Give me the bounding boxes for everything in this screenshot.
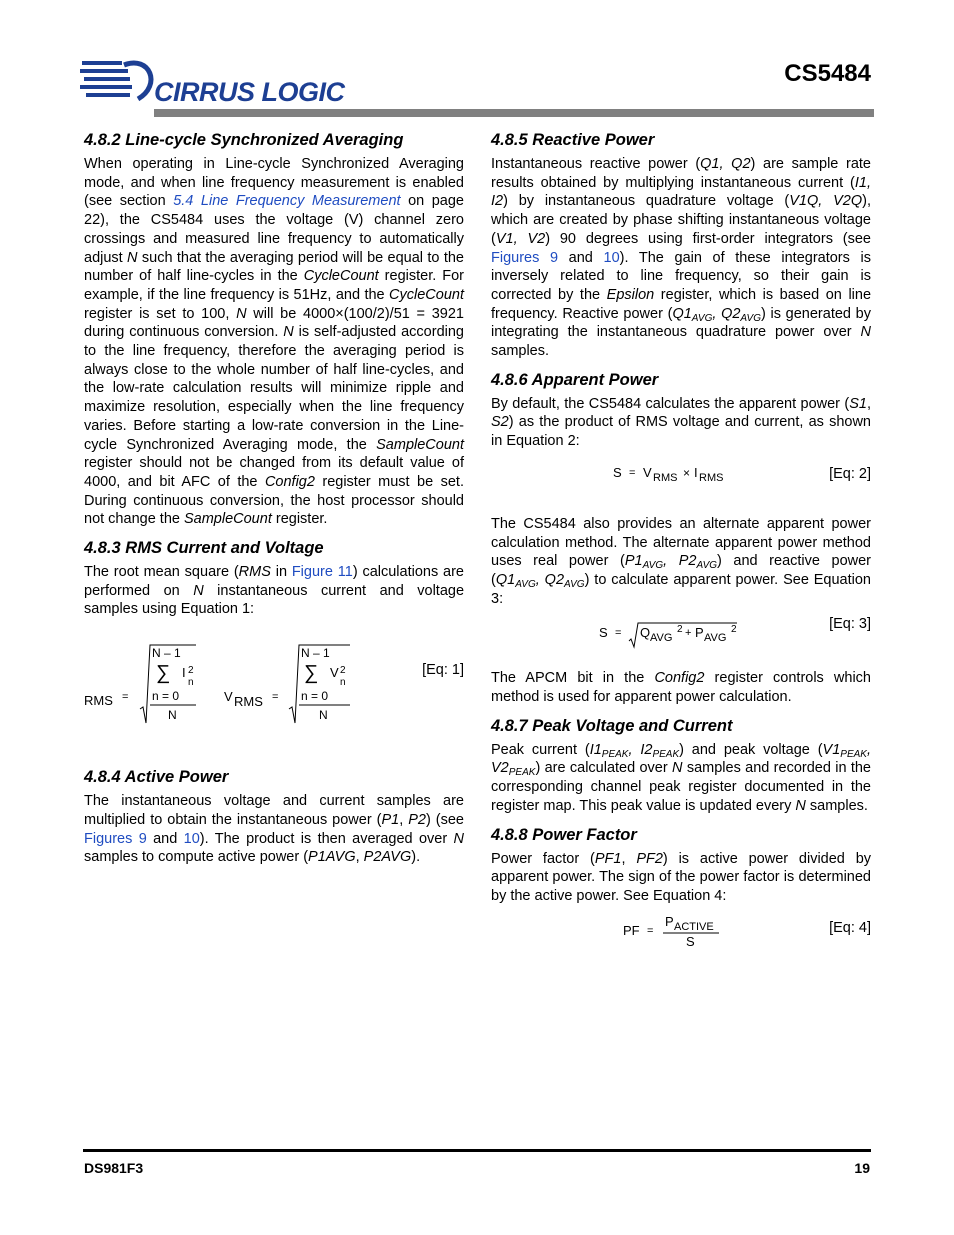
section-title-4-8-2: 4.8.2 Line-cycle Synchronized Averaging <box>84 131 404 149</box>
section-title-4-8-3: 4.8.3 RMS Current and Voltage <box>84 539 324 558</box>
paragraph-apparent-power: By default, the CS5484 calculates the apparent power (S1, S2) as the product of RMS voltage and current, as shown in Equation 2: <box>491 395 871 450</box>
svg-text:n = 0: n = 0 <box>152 689 180 704</box>
footer-rule <box>83 1149 871 1152</box>
svg-text:RMS: RMS <box>84 693 113 709</box>
svg-text:=: = <box>615 627 622 640</box>
eq-4-label: [Eq: 4] <box>829 919 871 936</box>
svg-text:2: 2 <box>731 624 737 636</box>
svg-text:n = 0: n = 0 <box>301 689 329 704</box>
paragraph-apcm: The APCM bit in the Config2 register controls which method is used for apparent power calculation. <box>491 670 871 706</box>
svg-text:I: I <box>694 464 698 480</box>
svg-text:2: 2 <box>188 665 194 677</box>
svg-text:PF: PF <box>623 922 640 938</box>
figure-11-link[interactable]: 11 <box>337 564 353 581</box>
svg-text:RMS: RMS <box>699 471 724 484</box>
header-rule <box>154 109 874 117</box>
svg-text:∑: ∑ <box>304 662 319 685</box>
alt-apparent-power-formula <box>597 617 797 651</box>
svg-text:I: I <box>182 665 186 681</box>
svg-text:S: S <box>686 933 695 949</box>
power-factor-formula <box>621 915 821 951</box>
svg-text:V: V <box>330 665 339 681</box>
section-title-4-8-5: 4.8.5 Reactive Power <box>491 131 655 149</box>
figures-9-link[interactable]: Figures 9 <box>84 830 147 847</box>
equation-4 <box>491 915 871 955</box>
paragraph-active-power: The instantaneous voltage and current samples are multiplied to obtain the instantaneous power (P1, P2) (see Figures 9 and 10). The product is then averaged over N samples to compute active power (P1AVG, P2AVG). <box>84 793 464 866</box>
section-title-4-8-6: 4.8.6 Apparent Power <box>491 370 659 389</box>
svg-text:V: V <box>643 464 652 480</box>
svg-text:AVG: AVG <box>650 632 673 645</box>
svg-text:n: n <box>188 677 194 689</box>
svg-text:S: S <box>613 464 622 480</box>
paragraph-peak: Peak current ($I1_{PEAK}$, $I2_{PEAK}$) and peak voltage ($V1_{PEAK}$, $V2_{PEAK}$) are calculated over N samples and recorded in the corresponding channel peak register documented in the register map. This peak value is updated every N samples. <box>491 741 871 814</box>
svg-text:2: 2 <box>677 624 683 636</box>
svg-text:AVG: AVG <box>704 632 727 645</box>
eq-3-label: [Eq: 3] <box>829 616 871 633</box>
svg-text:N – 1: N – 1 <box>152 646 181 661</box>
svg-text:∑: ∑ <box>156 662 171 685</box>
svg-text:n: n <box>340 677 346 689</box>
equation-1 <box>84 637 464 747</box>
logo-text: CIRRUS LOGIC <box>154 77 345 107</box>
svg-text:=: = <box>122 691 129 704</box>
document-id: DS981F3 <box>84 1160 144 1176</box>
part-number: CS5484 <box>784 60 871 87</box>
section-title-4-8-4: 4.8.4 Active Power <box>84 768 229 787</box>
svg-text:N: N <box>168 708 177 723</box>
svg-text:=: = <box>272 691 279 704</box>
section-title-4-8-7: 4.8.7 Peak Voltage and Current <box>491 716 733 735</box>
svg-text:×: × <box>683 465 691 480</box>
svg-text:Q: Q <box>640 625 651 641</box>
paragraph-line-cycle: When operating in Line-cycle Synchronized Averaging mode, and when line frequency measurement is enabled (see section 5.4 Line Frequency Measurement on page 22), the CS5484 uses the voltage (V) channel zero crossings and measured line frequency to automatically adjust N such that the averaging period will be equal to the number of half line-cycles in the CycleCount register. For example, if the line frequency is 51Hz, and the CycleCount register is set to 100, N will be 4000×(100/2)/51 = 3921 during continuous conversion. N is self-adjusted according to the line frequency, therefore the averaging period is always close to the whole number of half line-cycles, and the low-rate calculation results will minimize ripple and maximize resolution, especially when the line frequency varies. Before starting a low-rate conversion in the Line-cycle Synchronized Averaging mode, the SampleCount register should not be changed from its default value of 4000, and bit AFC of the Config2 register must be set. During continuous conversion, the host processor should not change the SampleCount register. <box>84 156 465 528</box>
svg-text:P: P <box>695 625 704 641</box>
equation-2 <box>491 461 871 497</box>
svg-text:+: + <box>685 627 692 640</box>
left-column <box>84 130 464 876</box>
eq-1-label: [Eq: 1] <box>422 662 464 679</box>
svg-text:=: = <box>647 924 654 937</box>
equation-3 <box>491 617 871 657</box>
svg-text:=: = <box>629 466 636 479</box>
paragraph-reactive-power: Instantaneous reactive power (Q1, Q2) are sample rate results obtained by multiplying instantaneous current (I1, I2) by instantaneous quadrature voltage (V1Q, V2Q), which are created by phase shifting instantaneous voltage (V1, V2) 90 degrees using first-order integrators (see Figures 9 and 10). The gain of these integrators is inversely related to line frequency, so their gain is corrected by the Epsilon register, which is based on line frequency. Reactive power ($Q1_{AVG}$, $Q2_{AVG}$) is generated by integrating the instantaneous quadrature power over N samples. <box>491 156 872 360</box>
paragraph-rms: The root mean square (RMS in Figure 11) calculations are performed on N instantaneous current and voltage samples using Equation 1: <box>84 564 465 618</box>
svg-text:V: V <box>224 689 233 705</box>
svg-text:2: 2 <box>340 665 346 677</box>
figure-10-link[interactable]: 10 <box>183 830 200 847</box>
svg-text:ACTIVE: ACTIVE <box>674 920 714 933</box>
svg-text:S: S <box>599 625 608 641</box>
cirrus-logic-logo <box>80 55 345 110</box>
section-link[interactable]: 5.4 Line Frequency Measurement <box>173 193 401 210</box>
right-column <box>491 130 871 955</box>
svg-text:RMS: RMS <box>234 694 263 710</box>
page-number: 19 <box>854 1160 870 1176</box>
paragraph-power-factor: Power factor (PF1, PF2) is active power divided by apparent power. The sign of the power factor is determined by the active power. See Equation 4: <box>491 850 872 904</box>
cirrus-logo-icon <box>80 55 160 110</box>
apparent-power-formula <box>611 461 811 491</box>
svg-text:RMS: RMS <box>653 471 678 484</box>
svg-text:N – 1: N – 1 <box>301 646 330 661</box>
svg-text:N: N <box>319 708 328 723</box>
svg-text:P: P <box>665 914 674 929</box>
paragraph-alternate-apparent: The CS5484 also provides an alternate apparent power calculation method. The alternate apparent power method uses real power ($P1_{AVG}$, $P2_{AVG}$) and reactive power ($Q1_{AVG}$, $Q2_{AVG}$) to calculate apparent power. See Equation 3: <box>491 515 872 607</box>
section-title-4-8-8: 4.8.8 Power Factor <box>491 825 637 844</box>
rms-formula <box>84 637 384 737</box>
eq-2-label: [Eq: 2] <box>829 465 871 482</box>
